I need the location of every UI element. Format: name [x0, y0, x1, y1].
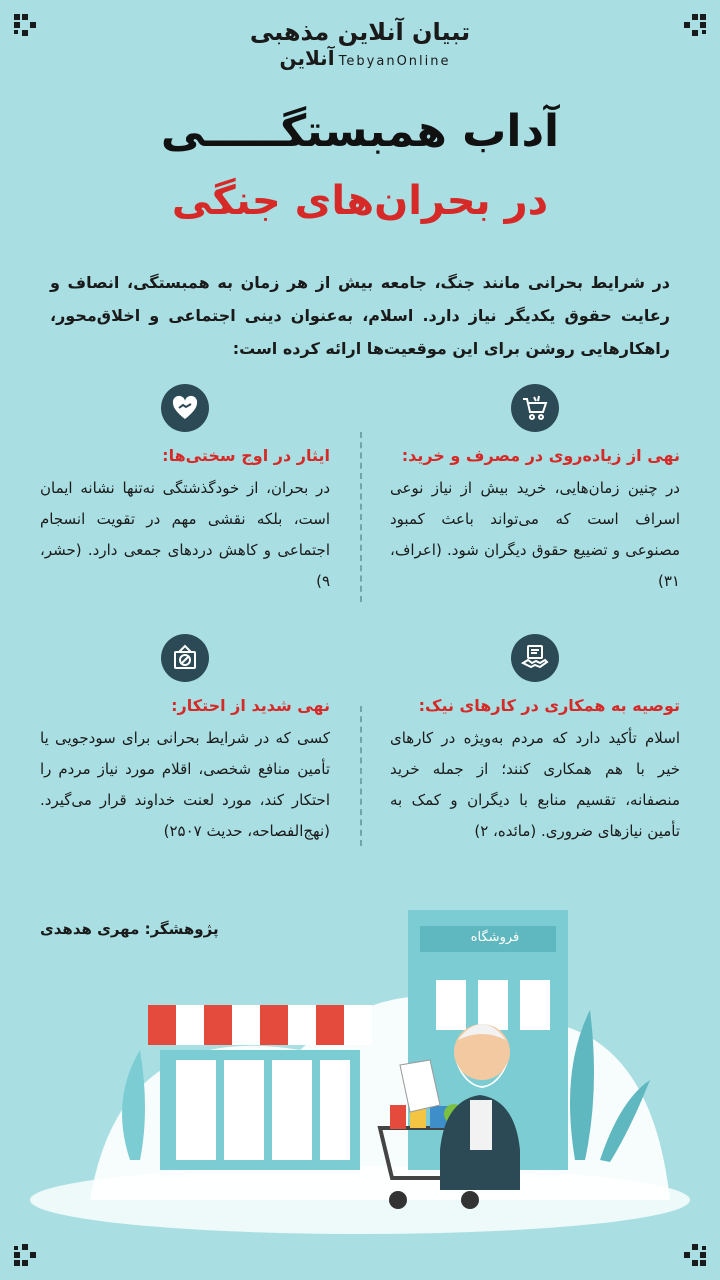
corner-ornament-bottom-right [676, 1236, 706, 1266]
section-title: نهی از زیاده‌روی در مصرف و خرید: [401, 446, 680, 465]
logo-sub-en: TebyanOnline [338, 54, 451, 69]
section-body: در بحران، از خودگذشتگی نه‌تنها نشانه ایمان است، بلکه نقشی مهم در تقویت انسجام اجتماعی و کاهش دردهای جمعی دارد. (حشر، ۹) [40, 479, 330, 590]
page-title: آداب همبستگـــــی [160, 106, 560, 157]
intro-paragraph: در شرایط بحرانی مانند جنگ، جامعه بیش از هر زمان به همبستگی، انصاف و رعایت حقوق یکدیگر نیاز دارد. اسلام، به‌عنوان دینی اجتماعی و اخلاق‌محور، راهکارهایی روشن برای این موقعیت‌ها ارائه کرده است: [50, 273, 670, 358]
heart-handshake-icon [161, 384, 209, 432]
corner-ornament-bottom-left [14, 1236, 44, 1266]
section-sacrifice [40, 384, 330, 597]
column-divider-bottom [360, 706, 362, 846]
handshake-document-icon [511, 634, 559, 682]
section-overconsumption [390, 384, 680, 597]
section-cooperation [390, 634, 680, 847]
logo-sub-text [0, 46, 720, 70]
section-title: نهی شدید از احتکار: [171, 696, 330, 715]
researcher-credit: پژوهشگر: مهری هدهدی [40, 920, 219, 938]
logo-main-text: تبیان آنلاین مذهبی [249, 18, 471, 46]
section-body: اسلام تأکید دارد که مردم به‌ویژه در کارهای خیر با هم همکاری کنند؛ از جمله خرید منصفانه، تقسیم منابع با دیگران و کمک به تأمین نیازهای ضروری. (مائده، ۲) [390, 729, 680, 840]
brand-logo [0, 18, 720, 70]
section-hoarding [40, 634, 330, 847]
section-body: در چنین زمان‌هایی، خرید بیش از نیاز نوعی اسراف است که می‌تواند باعث کمبود مصنوعی و تضییع حقوق دیگران شود. (اعراف، ۳۱) [390, 479, 680, 590]
page-subtitle: در بحران‌های جنگی [171, 178, 549, 224]
prohibited-sign-icon [161, 634, 209, 682]
section-title: ایثار در اوج سختی‌ها: [162, 446, 330, 465]
logo-sub-fa: آنلاین [279, 46, 335, 70]
shop-sign: فروشگاه [470, 930, 520, 945]
shop-illustration [0, 900, 720, 1240]
section-body: کسی که در شرایط بحرانی برای سودجویی یا تأمین منافع شخصی، اقلام مورد نیاز مردم را احتکار کند، مورد لعنت خداوند قرار می‌گیرد. (نهج‌الفصاحه، حدیث ۲۵۰۷) [40, 729, 330, 840]
shopping-cart-icon [511, 384, 559, 432]
section-title: توصیه به همکاری در کارهای نیک: [418, 696, 680, 715]
column-divider-top [360, 432, 362, 602]
